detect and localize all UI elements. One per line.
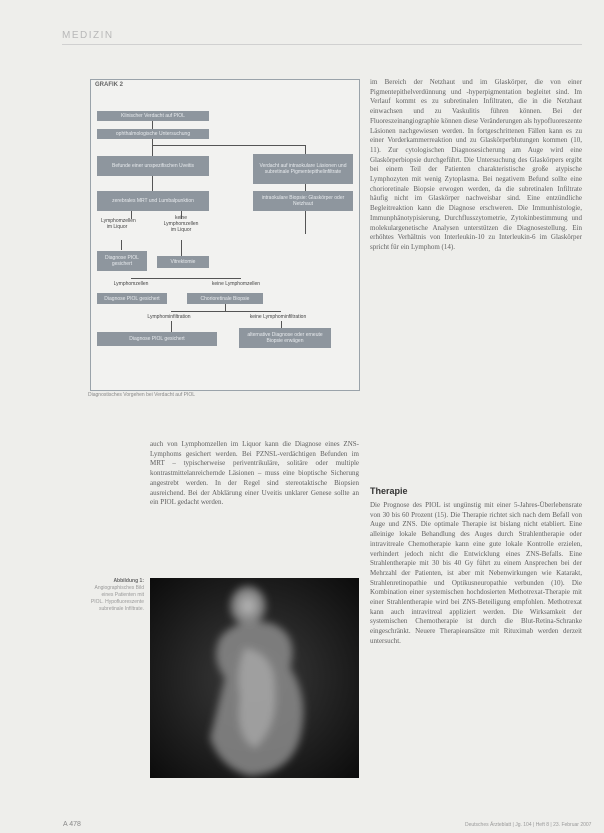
fundus-image xyxy=(150,578,359,778)
connector xyxy=(171,321,172,332)
flow-node: Verdacht auf intraokulare Läsionen und subretinale Pigmentepithelinfiltrate xyxy=(253,154,353,184)
flow-node: Befunde einer unspezifischen Uveitis xyxy=(97,156,209,176)
right-column-top xyxy=(370,78,582,474)
photo-caption-title: Abbildung 1: xyxy=(113,578,144,584)
left-column xyxy=(150,440,359,556)
flow-node: ophthalmologische Untersuchung xyxy=(97,129,209,139)
flow-label: keine Lymphomzellen im Liquor xyxy=(163,215,199,233)
section-heading: Therapie xyxy=(370,486,408,496)
flowchart-figure xyxy=(90,79,360,391)
flow-node: Chorioretinale Biopsie xyxy=(187,293,263,304)
flow-node: intraokulare Biopsie: Glaskörper oder Netzhaut xyxy=(253,191,353,211)
flow-label: keine Lymphomzellen xyxy=(211,281,261,287)
connector xyxy=(152,176,153,191)
body-text: im Bereich der Netzhaut und im Glaskörper, die von einer Pigmentepithelverdünnung und -hyperpigmentation begleitet sind. Im Verlauf kommt es zu subretinalen Infiltraten, die in die Netzhaut einwachsen und zu Vaskulitis führen können. Bei der Fluoreszeinangiographie können diese Veränderungen als hypofluoreszente Läsionen nachgewiesen werden. In fortgeschrittenen Fällen kann es zu einer Vorderkammerreaktion und zu Glaskörperblutungen kommen (10, 11). Zur cytologischen Diagnosesicherung am Auge wird eine Glaskörperbiopsie durchgeführt. Die Untersuchung des Glaskörpers ergibt bei einem Teil der Patienten charakteristische große atypische Lymphozyten mit wenig Zytoplasma. Bei negativem Befund sollte eine chorioretinale Biopsie erwogen werden, da die subretinalen Infiltrate häufig nicht im Glaskörper nachweisbar sind. Eine entzündliche Begleitreaktion kann die Diagnose erschweren. Die Immunhistologie, Immunphänotypisierung, Durchflusszytometrie, Zytokinbestimmung und molekulargenetische Analysen unterstützen die Diagnosestellung. Ein erhöhtes Verhältnis von Interleukin-10 zu Interleukin-6 im Glaskörper spricht für ein Lymphom (14). xyxy=(370,78,582,251)
connector xyxy=(305,145,306,154)
connector xyxy=(305,211,306,234)
flow-node: Diagnose PIOL gesichert xyxy=(97,293,167,304)
connector xyxy=(305,184,306,191)
flow-node: Vitrektomie xyxy=(157,256,209,268)
angiography-photo xyxy=(150,578,359,778)
right-column-bottom xyxy=(370,501,582,805)
flow-node: Diagnose PIOL gesichert xyxy=(97,251,147,271)
flow-node: zerebrales MRT und Lumbalpunktion xyxy=(97,191,209,211)
body-text: auch von Lymphomzellen im Liquor kann die Diagnose eines ZNS-Lymphoms gesichert werden. Bei PZNSL-verdächtigen Befunden im MRT – typischerweise periventrikuläre, solitäre oder multiple kontrastmittelanreichernde Läsionen – muss eine bioptische Sicherung angestrebt werden. In der Regel sind stereotaktische Biopsien ausreichend. Bei der Abklärung einer Uveitis unklarer Genese sollte an ein PIOL gedacht werden. xyxy=(150,440,359,507)
flow-label: Lymphomzellen xyxy=(113,281,149,287)
flow-label: keine Lymphominfiltration xyxy=(249,314,307,320)
flow-node: alternative Diagnose oder erneute Biopsie erwägen xyxy=(239,328,331,348)
flow-node: Diagnose PIOL gesichert xyxy=(97,332,217,346)
photo-caption xyxy=(88,578,144,613)
connector xyxy=(225,304,226,311)
body-text: Die Prognose des PIOL ist ungünstig mit einer 5-Jahres-Überlebensrate von 30 bis 60 Prozent (15). Die Therapie richtet sich nach dem Befall von Auge und ZNS. Die optimale Therapie ist bislang nicht etabliert. Eine alleinige lokale Behandlung des Auges durch Strahlentherapie oder intravitreale Chemotherapie kann eine gute lokale Kontrolle erzielen, verhindert jedoch nicht die Entwicklung eines ZNS-Befalls. Eine Strahlentherapie mit 30 bis 40 Gy führt zu einem Ansprechen bei der Mehrzahl der Patienten, ist aber mit Nebenwirkungen wie Katarakt, Strahlenretinopathie und Optikusneuropathie verbunden (10). Die Kombination einer systemischen hochdosierten Methotrexat-Therapie mit einer Strahlentherapie wird bei ZNS-Beteiligung empfohlen. Methotrexat kann auch intravitreal appliziert werden. Die Wirksamkeit der systemischen Chemotherapie ist durch die Blut-Retina-Schranke eingeschränkt. Neuere Therapieansätze mit Rituximab werden derzeit untersucht. xyxy=(370,501,582,645)
flow-label: Lymphominfiltration xyxy=(147,314,191,320)
flow-node: Klinischer Verdacht auf PIOL xyxy=(97,111,209,121)
header-rule xyxy=(62,44,582,45)
connector xyxy=(152,145,305,146)
photo-caption-text: Angiographisches Bild eines Patienten mit PIOL. Hypofluoreszente subretinale Infiltrate. xyxy=(90,585,144,612)
connector xyxy=(152,145,153,156)
connector xyxy=(152,121,153,129)
flow-label: Lymphomzellen im Liquor xyxy=(101,218,136,230)
connector xyxy=(181,240,182,256)
journal-info: Deutsches Ärzteblatt | Jg. 104 | Heft 8 | 23. Februar 2007 xyxy=(465,822,592,828)
connector xyxy=(131,278,241,279)
figure-title: GRAFIK 2 xyxy=(95,82,124,88)
connector xyxy=(171,311,281,312)
connector xyxy=(281,321,282,328)
page-number: A 478 xyxy=(63,821,81,828)
section-header: MEDIZIN xyxy=(62,30,114,41)
connector xyxy=(121,240,122,250)
figure-caption: Diagnostisches Vorgehen bei Verdacht auf PIOL xyxy=(88,392,196,398)
